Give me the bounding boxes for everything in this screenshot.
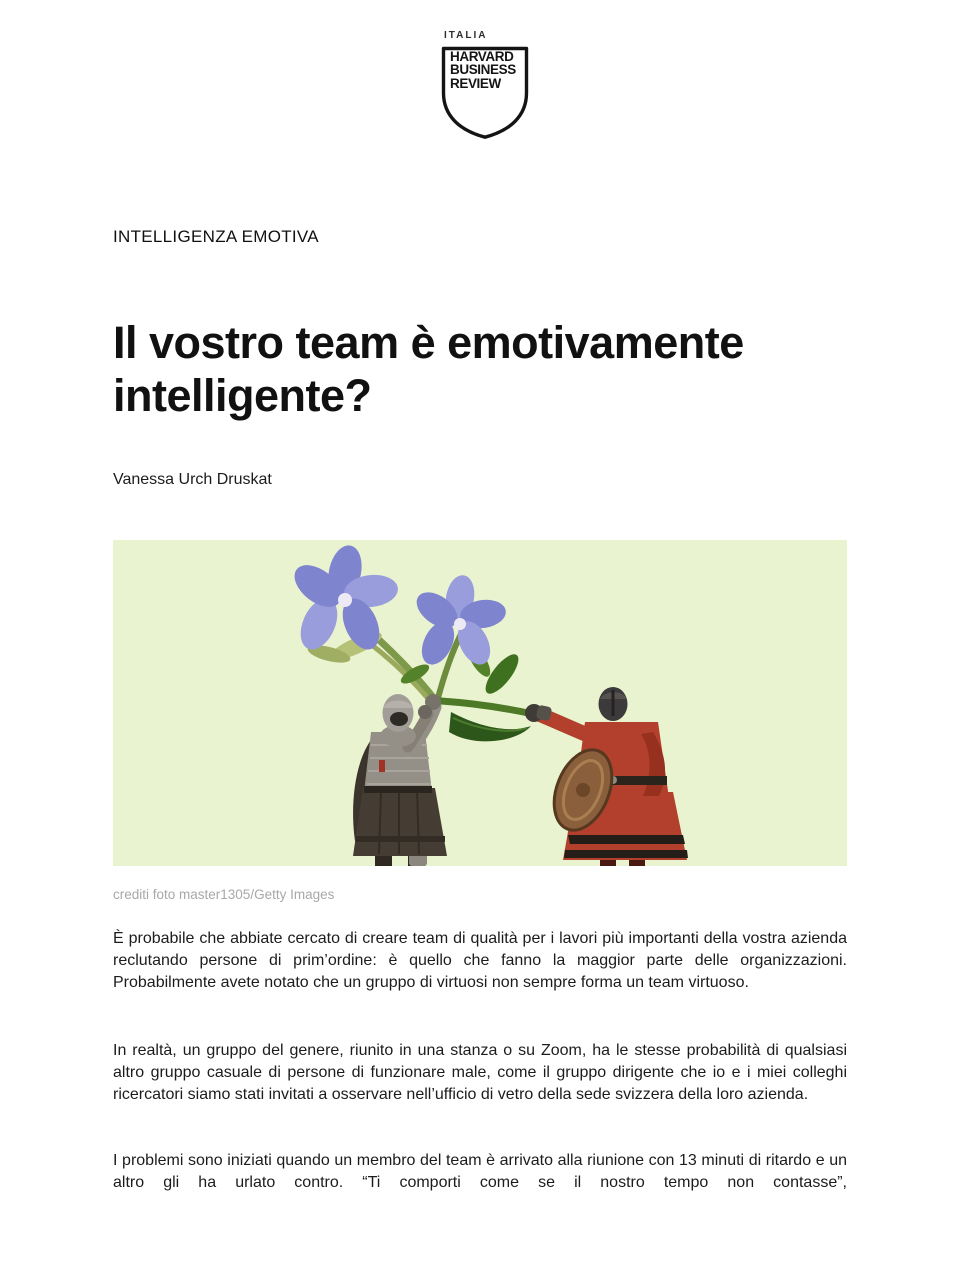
paragraph: In realtà, un gruppo del genere, riunito in una stanza o su Zoom, ha le stesse probabilità di qualsiasi altro gruppo casuale di persone di funzionare male, come il gruppo dirigente che io e i miei colleghi ricercatori siamo stati invitati a osservare nell’ufficio di vetro della sede svizzera della loro azienda. — [113, 1042, 847, 1103]
paragraph: È probabile che abbiate cercato di creare team di qualità per i lavori più importanti della vostra azienda reclutando persone di prim’ordine: è quello che fanno la maggior parte delle organizzazioni. Probabilmente avete notato che un gruppo di virtuosi non sempre forma un team virtuoso. — [113, 930, 847, 991]
article-title: Il vostro team è emotivamente intelligente? — [113, 317, 744, 421]
logo-line: HARVARD — [450, 49, 514, 64]
logo-line: REVIEW — [450, 75, 501, 91]
knights-flower-illustration — [113, 540, 847, 866]
article-category: INTELLIGENZA EMOTIVA — [113, 227, 319, 246]
hbr-shield-logo — [441, 46, 529, 140]
hbr-logo — [441, 30, 529, 140]
article-author: Vanessa Urch Druskat — [113, 471, 272, 488]
logo-wordmark — [450, 50, 516, 90]
logo-country-label: ITALIA — [444, 30, 488, 41]
logo-line: BUSINESS — [450, 62, 516, 78]
paragraph: I problemi sono iniziati quando un membro del team è arrivato alla riunione con 13 minuti di ritardo e un altro gli ha urlato contro. “Ti comporti come se il nostro tempo non contasse”, — [113, 1152, 847, 1191]
hero-image — [113, 540, 847, 866]
photo-credit: crediti foto master1305/Getty Images — [113, 887, 335, 902]
